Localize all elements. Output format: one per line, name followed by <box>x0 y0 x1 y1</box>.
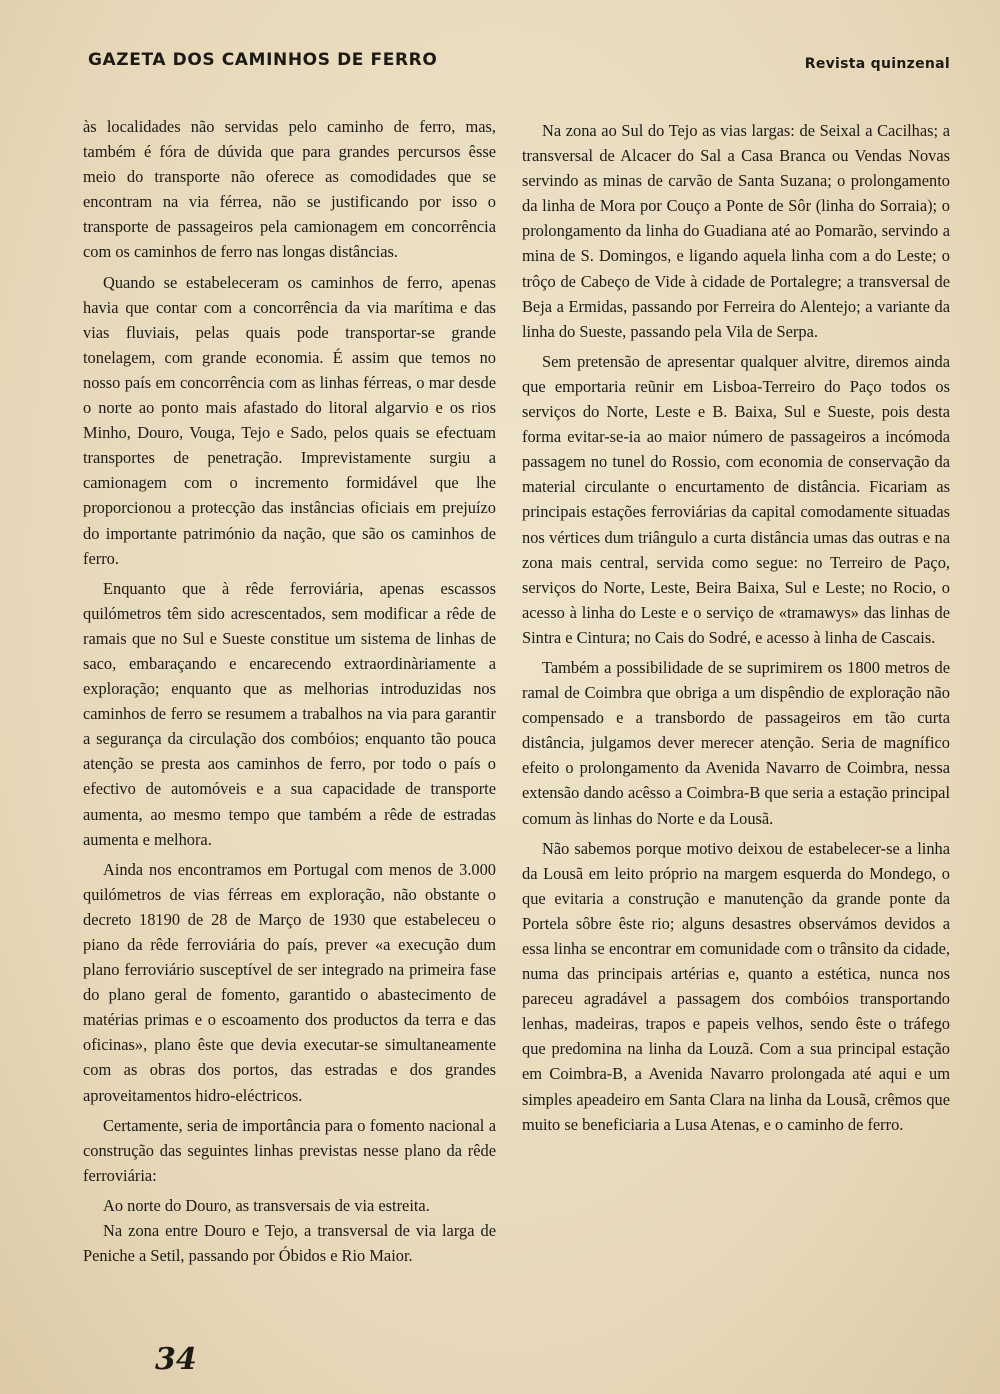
paragraph: Também a possibilidade de se suprimirem os 1800 metros de ramal de Coimbra que obriga a um dispêndio de exploração não compensado e a transbordo de passageiros em tão curta distância, julgamos dever merecer atenção. Seria de magnífico efeito o prolongamento da Avenida Navarro de Coimbra, nessa extensão dando acêsso a Coimbra-B que seria a estação principal comum às linhas do Norte e da Lousã. <box>522 657 950 828</box>
paragraph: Sem pretensão de apresentar qualquer alvitre, diremos ainda que emportaria reũnir em Lisboa-Terreiro do Paço todos os serviços do Norte, Leste e B. Baixa, Sul e Sueste, pois desta forma evitar-se-ia ao maior número de passageiros a incómoda passagem no tunel do Rossio, com economia de conservação da material circulante o encurtamento de distância. Ficariam as principais estações ferroviárias da capital comodamente situadas nos vértices dum triângulo a curta distância umas das outras e na zona mais central, servida como segue: no Terreiro de Paço, serviços do Norte, Leste, Beira Baixa, Sul e Leste; no Rocio, o acesso à linha do Leste e o serviço de «tramawys» das linhas de Sintra e Cintura; no Cais do Sodré, e acesso à linha de Cascais. <box>522 351 950 647</box>
paragraph: às localidades não servidas pelo caminho de ferro, mas, também é fóra de dúvida que para grandes percursos êsse meio do transporte não oferece as comodidades que se encontram na via férrea, não se justificando por isso o transporte de passageiros pela camionagem em concorrência com os caminhos de ferro nas longas distâncias. <box>83 117 496 262</box>
paragraph: Não sabemos porque motivo deixou de estabelecer-se a linha da Lousã em leito próprio na margem esquerda do Mondego, o que evitaria a construção e manutenção da grande ponte da Portela sôbre êste rio; alguns desastres observámos devidos a essa linha se encontrar em comunidade com o trânsito da cidade, numa das principais artérias e, quanto a estética, nunca nos pareceu agradável a passagem dos combóios transportando lenhas, madeiras, trapos e papeis velhos, sendo êste o tráfego que predomina na linha da Louzã. Com a sua principal estação em Coimbra-B, a Avenida Navarro prolongada até aqui e um simples apeadeiro em Santa Clara na linha da Lousã, crêmos que muito se beneficiaria a Lusa Atenas, e o caminho de ferro. <box>522 838 950 1134</box>
page-number: 34 <box>155 1342 197 1377</box>
paragraph: Quando se estabeleceram os caminhos de ferro, apenas havia que contar com a concorrência da via marítima e das vias fluviais, pelas quais pode transportar-se grande tonelagem, com grande economia. É assim que temos no nosso país em concorrência com as linhas férreas, o mar desde o norte ao ponto mais afastado do litoral algarvio e os rios Minho, Douro, Vouga, Tejo e Sado, pelos quais se efectuam transportes de penetração. Imprevistamente surgiu a camionagem com o incremento formidável que lhe proporcionou a protecção das instâncias oficiais em prejuízo do importante património da nação, que são os caminhos de ferro. <box>83 272 496 568</box>
left-column <box>83 114 496 1268</box>
paragraph: Na zona entre Douro e Tejo, a transversal de via larga de Peniche a Setil, passando por Óbidos e Rio Maior. <box>83 1221 496 1266</box>
paragraph: Enquanto que à rêde ferroviária, apenas escassos quilómetros têm sido acrescentados, sem modificar a rêde de ramais que no Sul e Sueste constitue um sistema de linhas de saco, embaraçando e encarecendo extraordinàriamente a exploração; enquanto que as melhorias introduzidas nos caminhos de ferro se resumem a trabalhos na via para garantir a segurança da circulação dos combóios; enquanto tão pouca atenção se presta aos caminhos de ferro, por todo o país o efectivo de automóveis e a sua capacidade de transporte aumenta, ao mesmo tempo que também a rêde de estradas aumenta e melhora. <box>83 578 496 849</box>
paragraph: Certamente, seria de importância para o fomento nacional a construção das seguintes linhas previstas nesse plano da rêde ferroviária: <box>83 1115 496 1185</box>
magazine-subtitle: Revista quinzenal <box>804 56 950 72</box>
paragraph: Ao norte do Douro, as transversais de via estreita. <box>103 1195 430 1215</box>
paragraph: Na zona ao Sul do Tejo as vias largas: de Seixal a Cacilhas; a transversal de Alcacer do Sal a Casa Branca ou Vendas Novas servindo as minas de carvão de Santa Suzana; o prolongamento da linha de Mora por Couço a Ponte de Sôr (linha do Sorraia); o prolongamento da linha do Guadiana até ao Pomarão, servindo a mina de S. Domingos, e ligando aquela linha com a do Leste; o trôço de Cabeço de Vide à cidade de Portalegre; a transversal de Beja a Ermidas, passando por Ferreira do Alentejo; a variante da linha do Sueste, passando pela Vila de Serpa. <box>522 121 950 341</box>
magazine-title: GAZETA DOS CAMINHOS DE FERRO <box>88 50 438 70</box>
running-header <box>88 50 950 80</box>
right-column <box>522 118 950 1137</box>
paragraph: Ainda nos encontramos em Portugal com menos de 3.000 quilómetros de vias férreas em exploração, não obstante o decreto 18190 de 28 de Março de 1930 que estabeleceu o piano da rêde ferroviária do país, prever «a execução dum plano ferroviário susceptível de ser integrado na primeira fase do plano geral de fomento, garantido o abastecimento de matérias primas e o escoamento dos productos da terra e das oficinas», plano êste que devia executar-se simultaneamente com as obras dos portos, das estradas e dos grandes aproveitamentos hidro-eléctricos. <box>83 859 496 1105</box>
